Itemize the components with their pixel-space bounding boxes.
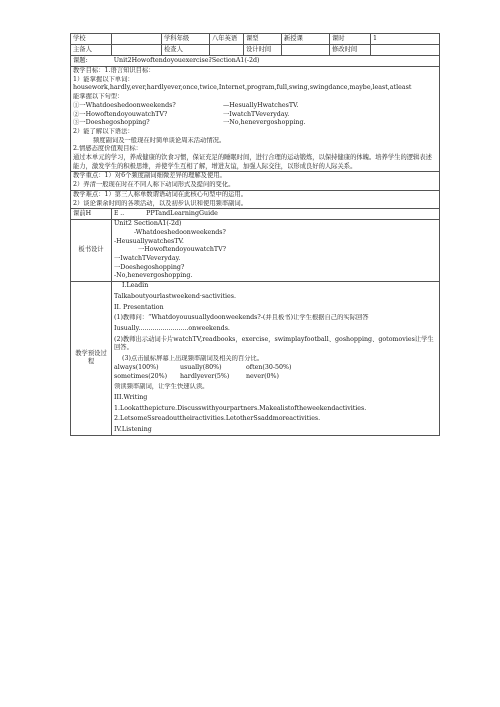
sentence-question: ①一Whatdoeshedoonweekends? (73, 101, 176, 109)
vocab-list: housework,hardly,ever,hardlyever,once,twice,Internet,program,full,swing,swingdance,maybe,least,atleast (73, 84, 412, 92)
writing-title: III.Writing (114, 393, 148, 401)
freq-item: sometimes(20%) (114, 372, 168, 380)
sentence-answer: 一IwatchTVeveryday. (223, 110, 290, 118)
header-cell: 1 (371, 34, 440, 45)
sentence-pair (73, 119, 437, 128)
freq-row (114, 364, 437, 373)
sentence-pair (73, 102, 437, 111)
leadin-title: I.Leadin (122, 282, 149, 290)
topic-label: 课题: (73, 57, 88, 64)
header-cell (112, 45, 162, 56)
objectives-row (71, 67, 440, 172)
freq-item: always(100%) (114, 363, 159, 371)
step-1b: Iusually.........................onweekends. (114, 324, 230, 332)
header-cell: 修改时间 (330, 45, 371, 56)
board-line: 一HowoftendoyouwatchTV? (138, 246, 227, 254)
step-3: (3)点击鼠标屏幕上出现频率副词及相关的百分比。 (122, 355, 264, 363)
presentation-title: II. Presentation (114, 303, 164, 311)
emotion-heading: 2.情感态度价值观目标： (73, 145, 142, 153)
header-cell: 新授课 (282, 34, 330, 45)
board-label: 板书设计 (71, 220, 112, 282)
freq-item: hardlyever(5%) (180, 372, 230, 380)
prep-value: PPTandLearningGuide (146, 210, 218, 218)
header-cell (282, 45, 330, 56)
freq-item: often(30-50%) (246, 363, 292, 371)
header-cell: 检查人 (162, 45, 210, 56)
header-cell: 学科年级 (162, 34, 210, 45)
step-2: (2)教师出示动词卡片watchTV,readbooks，exercise，swimplayfootball、goshopping、gotomovies让学生回答。 (114, 335, 434, 352)
board-row (71, 220, 440, 282)
header-cell (371, 45, 440, 56)
difficulty: 2）谈论课余时间的各项活动，以及初步认识和使用频率副词。 (73, 199, 248, 207)
header-cell: 设计时间 (244, 45, 282, 56)
writing-2: 2.LetsomeSsreadouttheiractivities.LetotherSsaddmoreactivities. (114, 415, 321, 423)
step-1: (1)教师问：“Whatdoyouusuallydoonweekends?-(并且板书)让学生根据自己的实际回答 (114, 314, 369, 322)
board-line: Unit2 SectionA1(-2d) (114, 220, 182, 228)
sentence-answer: 一No,henevergoshopping. (223, 119, 306, 127)
vocab-intro: 1）能掌握以下单词： (73, 75, 134, 83)
header-cell: 课时 (330, 34, 371, 45)
prep-label: 课前H (73, 210, 92, 218)
difficulties-row (71, 190, 440, 208)
key-point: 教学重点：1）对6个频度副词细微差异的理解及使用。 (73, 172, 226, 180)
grammar-intro: 2）能了解以下语法： (73, 127, 134, 135)
header-row-2 (71, 45, 440, 56)
sentence-question: ③一Doeshegoshopping? (73, 119, 150, 127)
topic-row (71, 56, 440, 67)
objectives-heading: 教学目标：1.语言知识目标： (73, 67, 155, 74)
header-row-1 (71, 34, 440, 45)
board-line: 一Doeshegoshopping? (114, 263, 185, 271)
sentence-answer: —HesuallyHwatchesTV. (223, 101, 299, 109)
freq-item: usually(80%) (180, 363, 222, 371)
freq-row (114, 373, 437, 382)
topic-value: Unit2HowoftendoyouexerciseʔSectionA1(-2d) (113, 57, 260, 64)
lesson-plan-table (70, 33, 440, 436)
prep-marker: E .. (114, 210, 125, 218)
board-line: -HeusuallywatchesTV. (114, 237, 184, 245)
prep-row (71, 209, 440, 220)
difficulty: 教学难点：1）第三人称单数谓语动词在此核心句型中的运用。 (73, 190, 248, 198)
listening-title: IV.Listening (114, 426, 152, 434)
process-row (71, 282, 440, 436)
key-points-row (71, 172, 440, 190)
grammar-text: 频度副词及一般现在时简单谈论周末活动情况。 (93, 136, 226, 144)
board-line: -No,henevergoshopping. (114, 272, 193, 280)
process-label: 教学预设过程 (71, 282, 112, 436)
board-line: 一IwatchTVeveryday. (114, 255, 181, 263)
header-cell: 主备人 (71, 45, 112, 56)
header-cell: 八年英语 (210, 34, 244, 45)
header-cell (112, 34, 162, 45)
header-cell (210, 45, 244, 56)
emotion-text: 通过本单元的学习，养成健康的饮食习惯，保证充足的睡眠时间，进行合理的运动锻炼，以保持健康的体魄。培养学生的逻辑表述能力，激发学生的积极思维，并使学生互相了解，增进友谊，加强人际交往，以形成良好的人际关系。 (73, 154, 432, 170)
sentence-pair (73, 111, 437, 120)
sentence-question: ②一HowoftendoyouwatchTV? (73, 110, 168, 118)
sentence-intro: 能掌握以下句型： (73, 93, 124, 101)
leadin-text: Talkaboutyourlastweekend·sactivities. (114, 292, 237, 300)
header-cell: 课型 (244, 34, 282, 45)
header-cell: 学校 (71, 34, 112, 45)
writing-1: 1.Lookatthepicture.Discusswithyourpartners.Makealistoftheweekendactivities. (114, 404, 367, 412)
board-line: -Whatdoeshedoonweekends? (134, 228, 226, 236)
freq-item: never(0%) (246, 372, 279, 380)
key-point: 2）弄清一般现在时在不同人称下动词形式及提问的变化。 (73, 181, 235, 189)
read-instruction: 领读频率副词，让学生快速认读。 (114, 383, 209, 391)
